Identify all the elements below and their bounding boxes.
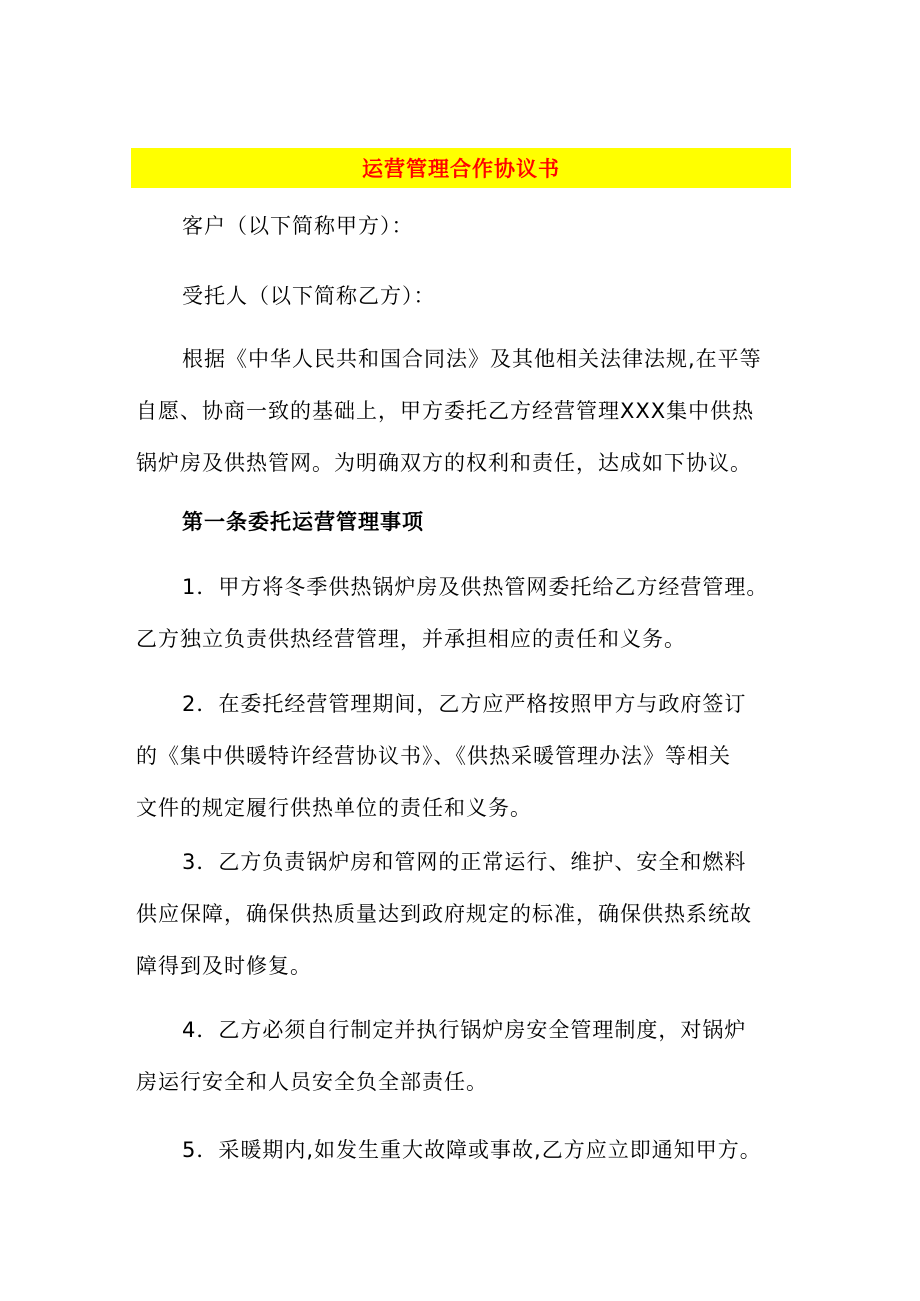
item-2-paragraph <box>136 678 796 834</box>
title-banner <box>131 148 791 188</box>
item-line: 乙方独立负责供热经营管理，并承担相应的责任和义务。 <box>136 627 686 651</box>
item-4-paragraph <box>136 1004 796 1108</box>
item-line: 1．甲方将冬季供热锅炉房及供热管网委托给乙方经营管理。 <box>182 575 769 599</box>
item-line: 5．采暖期内,如发生重大故障或事故,乙方应立即通知甲方。 <box>182 1138 762 1162</box>
item-3-paragraph <box>136 836 796 992</box>
item-1-paragraph <box>136 561 796 665</box>
item-line: 障得到及时修复。 <box>136 954 312 978</box>
party-b-text: 受托人（以下简称乙方）： <box>182 284 436 308</box>
item-line: 3．乙方负责锅炉房和管网的正常运行、维护、安全和燃料 <box>182 850 747 874</box>
party-a-line <box>136 200 796 252</box>
article-heading-text: 第一条委托运营管理事项 <box>182 510 424 534</box>
item-line: 供应保障，确保供热质量达到政府规定的标准，确保供热系统故 <box>136 902 752 926</box>
item-5-paragraph <box>136 1124 796 1176</box>
preamble-line: 锅炉房及供热管网。为明确双方的权利和责任，达成如下协议。 <box>136 451 752 475</box>
party-b-line <box>136 270 796 322</box>
item-line: 文件的规定履行供热单位的责任和义务。 <box>136 796 532 820</box>
item-line: 的《集中供暖特许经营协议书》、《供热采暖管理办法》等相关 <box>136 744 731 768</box>
preamble-paragraph <box>136 333 796 489</box>
article-1-heading <box>136 496 796 548</box>
party-a-text: 客户（以下简称甲方）： <box>182 214 414 238</box>
preamble-line: 根据《中华人民共和国合同法》及其他相关法律法规,在平等 <box>182 347 762 371</box>
item-line: 房运行安全和人员安全负全部责任。 <box>136 1070 488 1094</box>
preamble-line: 自愿、协商一致的基础上，甲方委托乙方经营管理XXX集中供热 <box>136 399 755 423</box>
item-line: 4．乙方必须自行制定并执行锅炉房安全管理制度，对锅炉 <box>182 1018 747 1042</box>
item-line: 2．在委托经营管理期间，乙方应严格按照甲方与政府签订 <box>182 692 747 716</box>
document-title: 运营管理合作协议书 <box>362 157 560 181</box>
